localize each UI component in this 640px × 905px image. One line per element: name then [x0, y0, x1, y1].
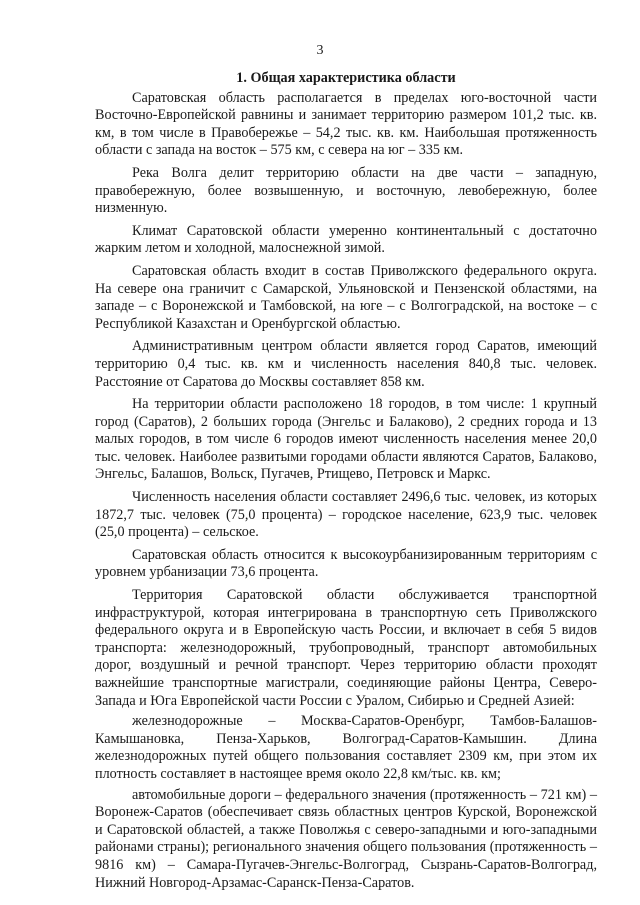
- paragraph-urbanization: Саратовская область относится к высокоурбанизированным территориям с уровнем урбанизации 73,6 процента.: [95, 546, 597, 581]
- page-number: 3: [316, 43, 324, 58]
- paragraph-population: Численность населения области составляет 2496,6 тыс. человек, из которых 1872,7 тыс. человек (75,0 процента) – городское население, 623,9 тыс. человек (25,0 процента) – сельское.: [95, 489, 597, 541]
- paragraph-transport: Территория Саратовской области обслуживается транспортной инфраструктурой, которая интегрирована в транспортную сеть Приволжского федерального округа и в Европейскую часть России, и включает в себя 5 видов транспорта: железнодорожный, трубопроводный, транспорт автомобильных дорог, воздушный и речной транспорт. Через территорию области проходят важнейшие транспортные магистрали, соединяющие районы Центра, Северо-Запада и Юга Европейской части России с Уралом, Сибирью и Средней Азией:: [95, 587, 597, 709]
- paragraph-railways: железнодорожные – Москва-Саратов-Оренбург, Тамбов-Балашов-Камышановка, Пенза-Харьков, Волгоград-Саратов-Камышин. Длина железнодорожных путей общего пользования составляет 2309 км, при этом их плотность составляет в настоящее время около 22,8 км/тыс. кв. км;: [95, 713, 597, 782]
- paragraph-borders: Саратовская область входит в состав Приволжского федерального округа. На севере она граничит с Самарской, Ульяновской и Пензенской областями, на западе – с Воронежской и Тамбовской, на юге – с Волгоградской, на востоке – с Республикой Казахстан и Оренбургской областью.: [95, 262, 597, 332]
- paragraph-capital: Административным центром области является город Саратов, имеющий территорию 0,4 тыс. кв. км и численность населения 840,8 тыс. человек. Расстояние от Саратова до Москвы составляет 858 км.: [95, 338, 597, 390]
- paragraph-cities: На территории области расположено 18 городов, в том числе: 1 крупный город (Саратов), 2 больших города (Энгельс и Балаково), 2 средних города и 13 малых городов, в том числе 6 городов имеют численность населения менее 20,0 тыс. человек. Наиболее развитыми городами области являются Саратов, Балаково, Энгельс, Балашов, Вольск, Пугачев, Ртищево, Петровск и Маркс.: [95, 396, 597, 483]
- paragraph-roads: автомобильные дороги – федерального значения (протяженность – 721 км) – Воронеж-Саратов (обеспечивает связь областных центров Курской, Воронежской и Саратовской областей, а также Поволжья с северо-западными и юго-западными районами страны); регионального значения общего пользования (протяженность – 9816 км) – Самара-Пугачев-Энгельс-Волгоград, Сызрань-Саратов-Волгоград, Нижний Новгород-Арзамас-Саранск-Пенза-Саратов.: [95, 786, 597, 891]
- paragraph-volga: Река Волга делит территорию области на две части – западную, правобережную, более возвышенную, и восточную, левобережную, более низменную.: [95, 164, 597, 217]
- document-body: [95, 70, 597, 895]
- paragraph-climate: Климат Саратовской области умеренно континентальный с достаточно жарким летом и холодной, малоснежной зимой.: [95, 222, 597, 257]
- paragraph-area: Саратовская область располагается в пределах юго-восточной части Восточно-Европейской равнины и занимает территорию размером 101,2 тыс. кв. км, в том числе в Правобережье – 54,2 тыс. кв. км. Наибольшая протяженность области с запада на восток – 575 км, с севера на юг – 335 км.: [95, 89, 597, 159]
- section-heading: 1. Общая характеристика области: [236, 70, 456, 86]
